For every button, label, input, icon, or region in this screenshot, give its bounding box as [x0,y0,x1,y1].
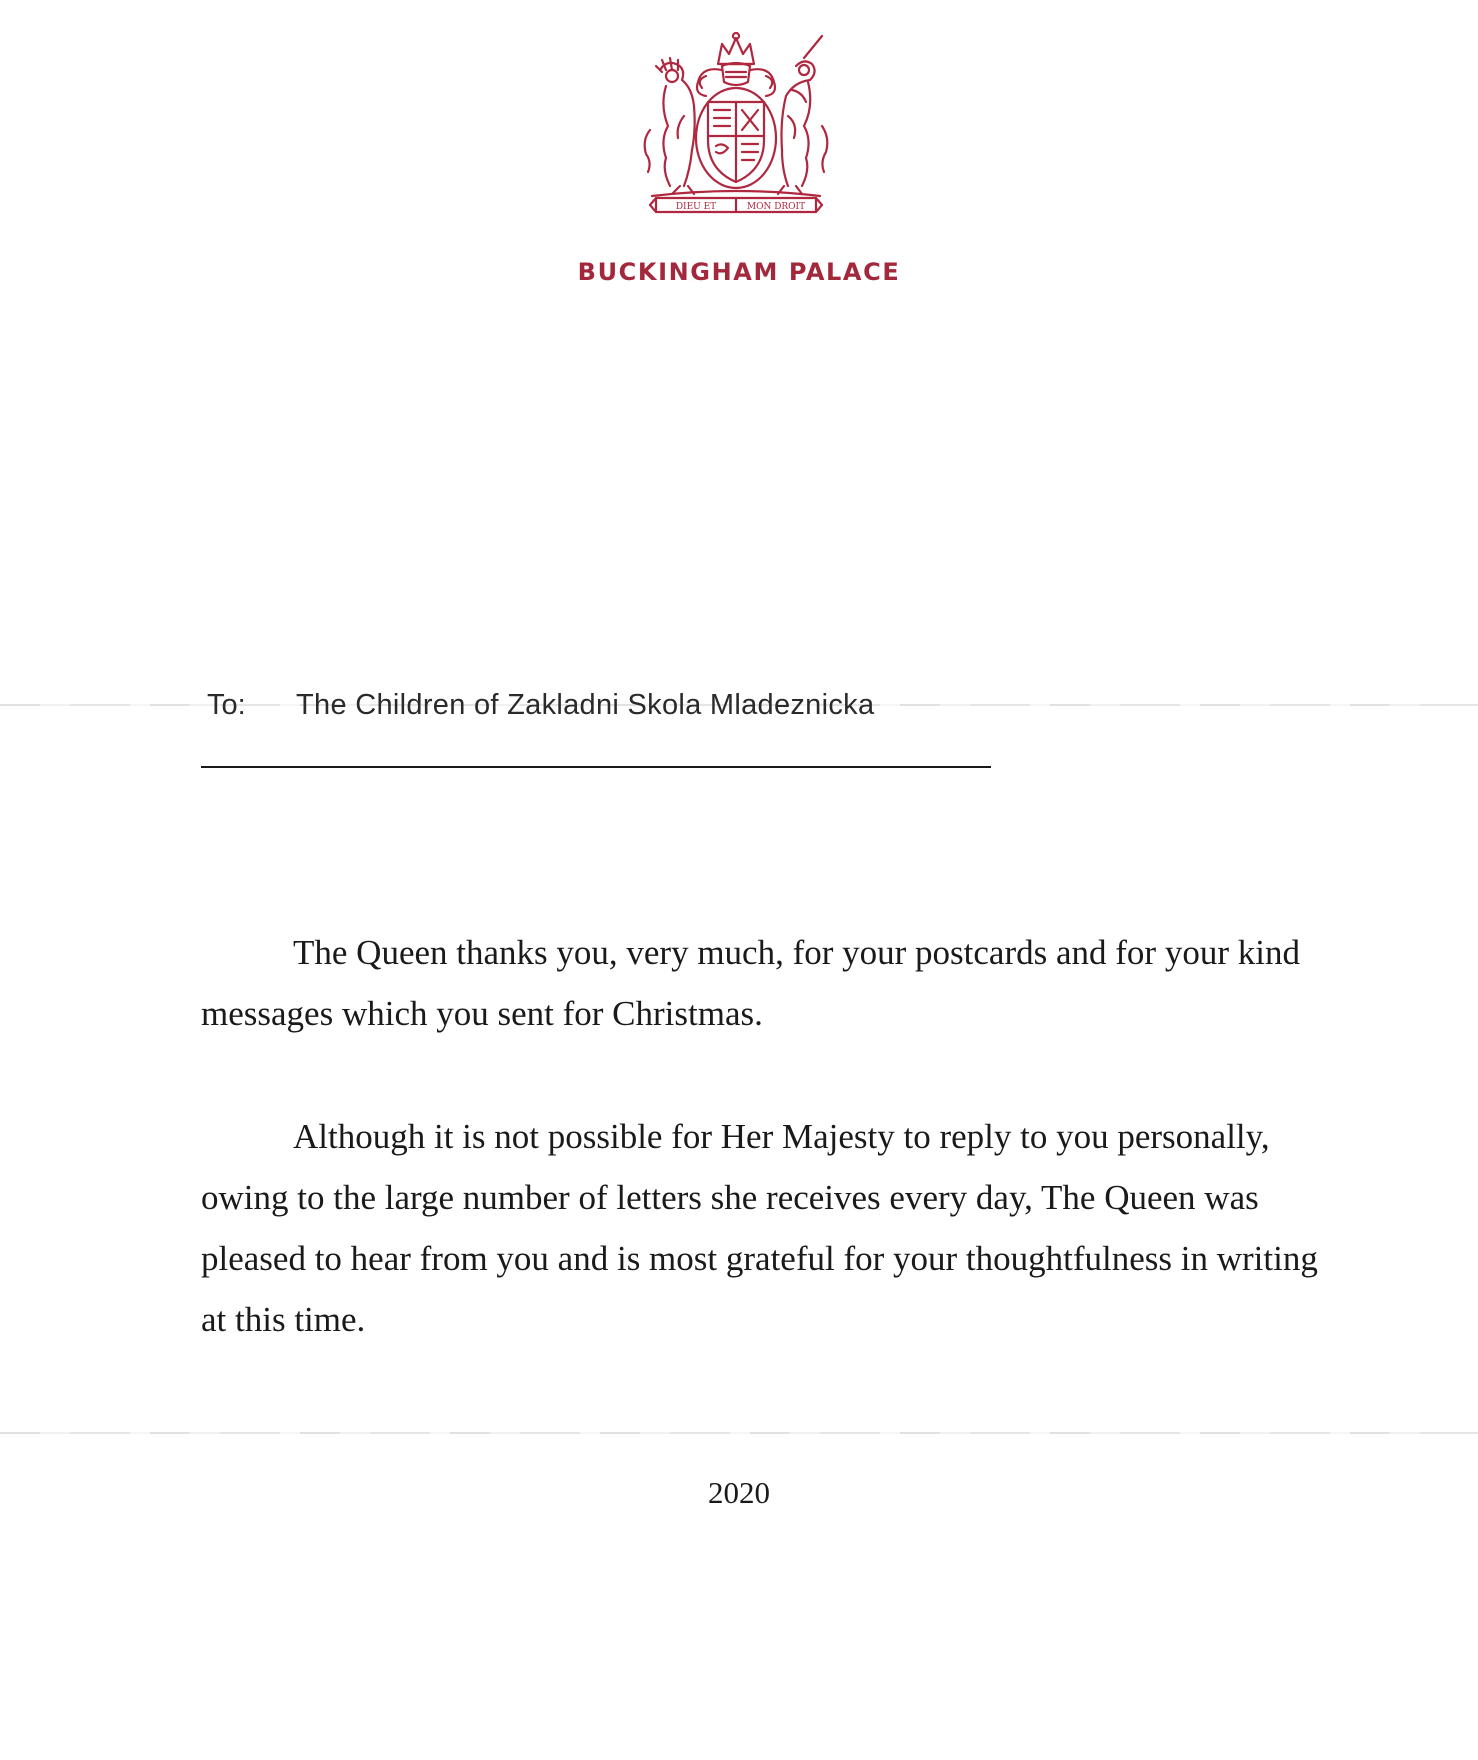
body-paragraph-reply [201,1106,1321,1350]
recipient-label: To: [207,689,246,721]
paragraph-text: Although it is not possible for Her Majesty to reply to you personally, owing to the large number of letters she receives every day, The Queen was pleased to hear from you and is most grateful for your thoughtfulness in writing at this time. [201,1117,1318,1339]
recipient-underline [201,766,991,768]
paragraph-text: The Queen thanks you, very much, for your postcards and for your kind messages which you sent for Christmas. [201,933,1300,1033]
svg-text:MON DROIT: MON DROIT [746,202,806,212]
body-paragraph-thanks [201,922,1321,1044]
svg-text:DIEU ET: DIEU ET [675,202,717,212]
recipient-name: The Children of Zakladni Skola Mladeznicka [296,689,875,721]
fold-line [0,1432,1478,1434]
letter-year: 2020 [708,1475,770,1510]
letterhead-title: BUCKINGHAM PALACE [577,258,901,286]
royal-coat-of-arms-icon [636,30,836,214]
